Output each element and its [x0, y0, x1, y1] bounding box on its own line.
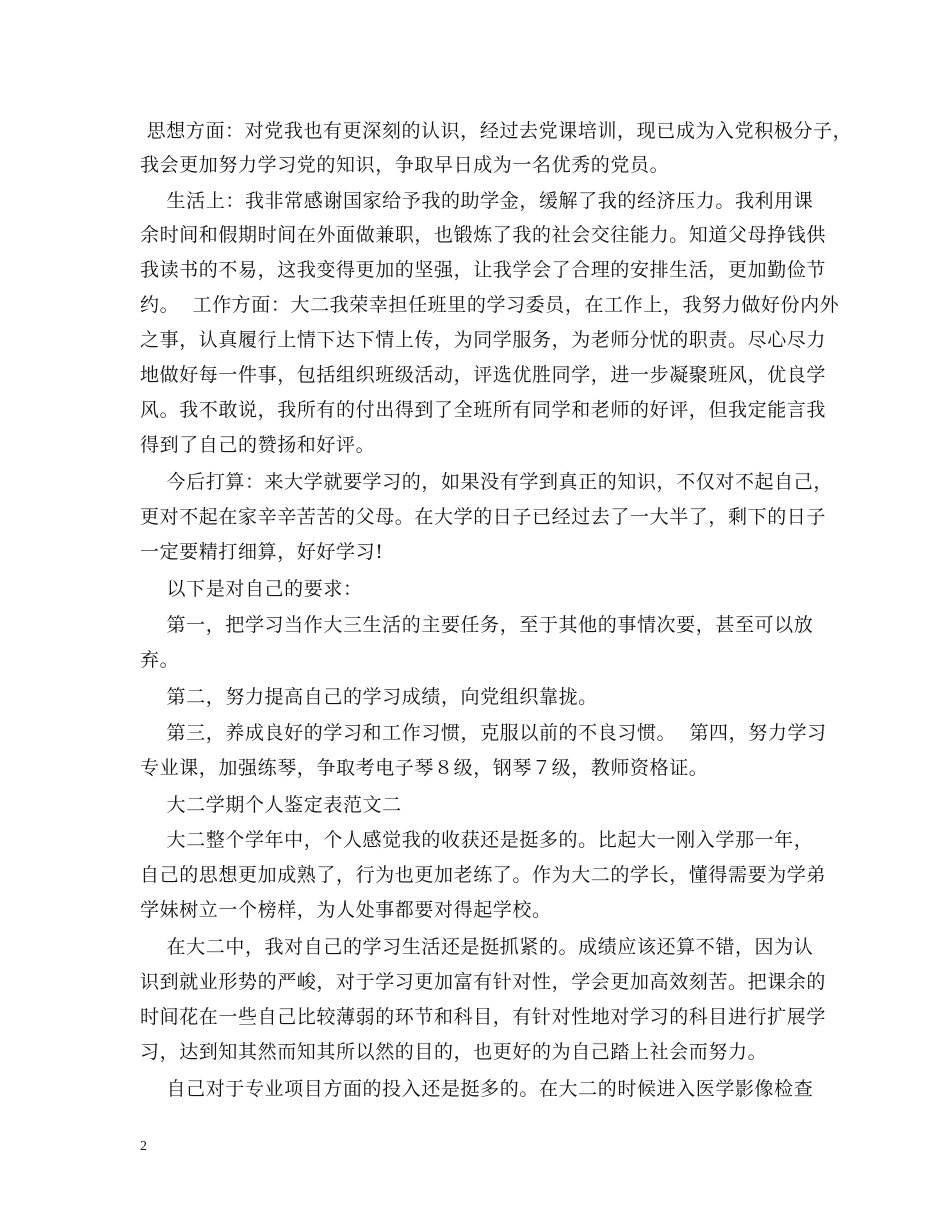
text-line: 风。我不敢说，我所有的付出得到了全班所有同学和老师的好评，但我定能言我 [140, 399, 827, 421]
text-line: 自己对于专业项目方面的投入还是挺多的。在大二的时候进入医学影像检查 [140, 1078, 814, 1100]
text-line: 学妹树立一个榜样，为人处事都要对得起学校。 [140, 899, 552, 921]
text-line: 余时间和假期时间在外面做兼职，也锻炼了我的社会交往能力。知道父母挣钱供 [140, 224, 827, 246]
text-line: 以下是对自己的要求： [140, 578, 363, 600]
text-line: 第二，努力提高自己的学习成绩，向党组织靠拢。 [140, 686, 598, 708]
page-number: 2 [140, 1139, 147, 1154]
text-line: 今后打算：来大学就要学习的，如果没有学到真正的知识，不仅对不起自己， [140, 471, 833, 493]
text-line: 更对不起在家辛辛苦苦的父母。在大学的日子已经过去了一大半了，剩下的日子 [140, 506, 827, 528]
text-line: 一定要精打细算，好好学习! [140, 541, 384, 563]
text-line: 之事，认真履行上情下达下情上传，为同学服务，为老师分忧的职责。尽心尽力 [140, 329, 827, 351]
text-line: 生活上：我非常感谢国家给予我的助学金，缓解了我的经济压力。我利用课 [140, 190, 814, 212]
text-line: 习，达到知其然而知其所以然的目的，也更好的为自己踏上社会而努力。 [140, 1041, 768, 1063]
text-line: 时间花在一些自己比较薄弱的环节和科目，有针对性地对学习的科目进行扩展学 [140, 1006, 827, 1028]
text-line: 在大二中，我对自己的学习生活还是挺抓紧的。成绩应该还算不错，因为认 [140, 936, 814, 958]
text-line: 得到了自己的赞扬和好评。 [140, 434, 376, 456]
text-line: 专业课，加强练琴，争取考电子琴８级，钢琴７级，教师资格证。 [140, 757, 709, 779]
text-line: 我读书的不易，这我变得更加的坚强，让我学会了合理的安排生活，更加勤俭节 [140, 259, 827, 281]
text-line: 弃。 [140, 649, 180, 671]
text-line: 第三，养成良好的学习和工作习惯，克服以前的不良习惯。 第四，努力学习 [140, 722, 827, 744]
text-line: 地做好每一件事，包括组织班级活动，评选优胜同学，进一步凝聚班风，优良学 [140, 364, 827, 386]
text-line: 大二学期个人鉴定表范文二 [140, 794, 402, 816]
text-line: 约。 工作方面：大二我荣幸担任班里的学习委员，在工作上，我努力做好份内外 [140, 294, 840, 316]
text-line: 识到就业形势的严峻，对于学习更加富有针对性，学会更加高效刻苦。把课余的 [140, 971, 827, 993]
text-line: 我会更加努力学习党的知识，争取早日成为一名优秀的党员。 [140, 154, 670, 176]
text-line: 思想方面：对党我也有更深刻的认识，经过去党课培训，现已成为入党积极分子， [140, 120, 853, 142]
text-line: 大二整个学年中，个人感觉我的收获还是挺多的。比起大一刚入学那一年， [140, 829, 814, 851]
text-line: 第一，把学习当作大三生活的主要任务，至于其他的事情次要，甚至可以放 [140, 614, 814, 636]
text-line: 自己的思想更加成熟了，行为也更加老练了。作为大二的学长，懂得需要为学弟 [140, 864, 827, 886]
